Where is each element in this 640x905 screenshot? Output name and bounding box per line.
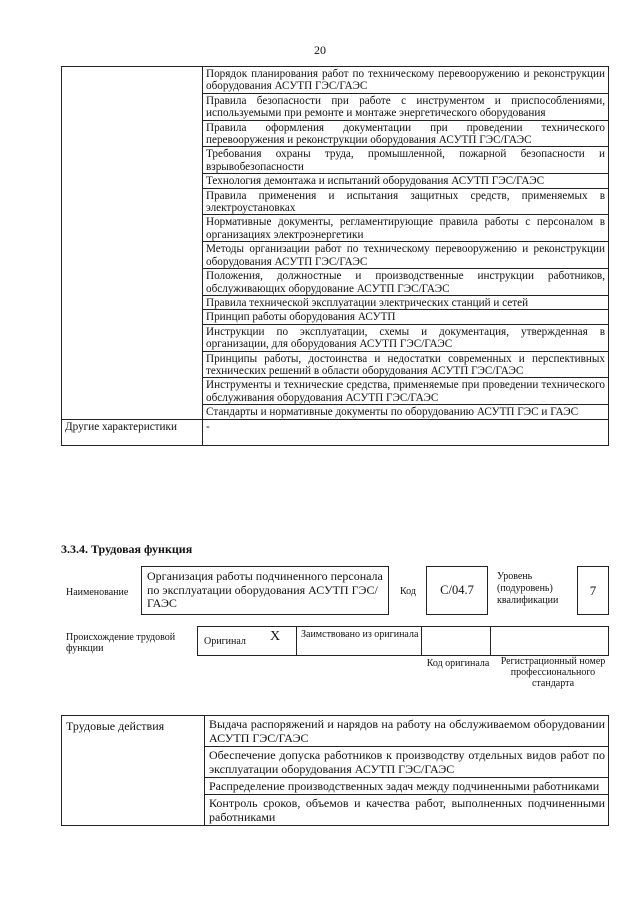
code-label: Код bbox=[400, 586, 416, 597]
section-heading: 3.3.4. Трудовая функция bbox=[61, 542, 193, 556]
table-row bbox=[62, 716, 609, 747]
registration-number-cell bbox=[491, 627, 609, 656]
registration-number-caption: Регистрационный номер профессионального стандарта bbox=[500, 656, 606, 689]
knowledge-label-cell bbox=[62, 67, 203, 420]
original-code-caption: Код оригинала bbox=[426, 658, 490, 669]
knowledge-item: Положения, должностные и производственные инструкции работников, обслуживающих оборудование АСУТП ГЭС/ГАЭС bbox=[203, 269, 609, 296]
labor-action-item: Обеспечение допуска работников к производству отдельных видов работ по эксплуатации оборудования АСУТП ГЭС/ГАЭС bbox=[205, 747, 609, 778]
original-label: Оригинал bbox=[204, 636, 246, 647]
knowledge-item: Требования охраны труда, промышленной, пожарной безопасности и взрывобезопасности bbox=[203, 147, 609, 174]
qualification-level-field: 7 bbox=[577, 566, 609, 615]
knowledge-item: Правила технической эксплуатации электрических станций и сетей bbox=[203, 295, 609, 309]
function-name-field: Организация работы подчиненного персонала по эксплуатации оборудования АСУТП ГЭС/ГАЭС bbox=[141, 566, 389, 615]
original-mark: X bbox=[270, 629, 281, 644]
required-knowledge-table bbox=[61, 66, 609, 446]
knowledge-item: Принципы работы, достоинства и недостатки современных и перспективных технических решений в области оборудования АСУТП ГЭС/ГАЭС bbox=[203, 351, 609, 378]
original-code-cell bbox=[422, 627, 491, 656]
qualification-level-label: Уровень (подуровень) квалификации bbox=[497, 571, 559, 606]
page-number: 20 bbox=[314, 43, 326, 57]
other-characteristics-label: Другие характеристики bbox=[62, 419, 203, 445]
table-row bbox=[62, 419, 609, 445]
knowledge-item: Методы организации работ по техническому перевооружению и реконструкции оборудования АСУТП ГЭС/ГАЭС bbox=[203, 242, 609, 269]
original-cell bbox=[198, 627, 297, 656]
knowledge-item: Правила оформления документации при проведении технического перевооружения и реконструкции оборудования АСУТП ГЭС/ГАЭС bbox=[203, 120, 609, 147]
origin-table bbox=[197, 626, 609, 656]
knowledge-item: Инструкции по эксплуатации, схемы и документация, утвержденная в организации, для оборудования АСУТП ГЭС/ГАЭС bbox=[203, 324, 609, 351]
knowledge-item: Порядок планирования работ по техническому перевооружению и реконструкции оборудования АСУТП ГЭС/ГАЭС bbox=[203, 67, 609, 94]
borrowed-label: Заимствовано из оригинала bbox=[301, 629, 419, 640]
function-code-field: C/04.7 bbox=[426, 566, 488, 615]
knowledge-item: Нормативные документы, регламентирующие правила работы с персоналом в организациях электроэнергетики bbox=[203, 215, 609, 242]
borrowed-cell bbox=[297, 627, 422, 656]
labor-action-item: Выдача распоряжений и нарядов на работу на обслуживаемом оборудовании АСУТП ГЭС/ГАЭС bbox=[205, 716, 609, 747]
labor-action-item: Распределение производственных задач между подчиненными работниками bbox=[205, 778, 609, 795]
knowledge-item: Инструменты и технические средства, применяемые при проведении технического обслуживания оборудования АСУТП ГЭС/ГАЭС bbox=[203, 378, 609, 405]
labor-action-item: Контроль сроков, объемов и качества работ, выполненных подчиненными работниками bbox=[205, 795, 609, 826]
knowledge-item: Принцип работы оборудования АСУТП bbox=[203, 310, 609, 324]
labor-actions-table bbox=[61, 715, 609, 826]
origin-label: Происхождение трудовой функции bbox=[66, 632, 176, 654]
knowledge-item: Стандарты и нормативные документы по оборудованию АСУТП ГЭС и ГАЭС bbox=[203, 405, 609, 419]
knowledge-item: Правила безопасности при работе с инструментом и приспособлениями, используемыми при ремонте и монтаже энергетического оборудования bbox=[203, 93, 609, 120]
knowledge-item: Технология демонтажа и испытаний оборудования АСУТП ГЭС/ГАЭС bbox=[203, 174, 609, 188]
table-row bbox=[62, 67, 609, 94]
knowledge-item: Правила применения и испытания защитных средств, применяемых в электроустановках bbox=[203, 188, 609, 215]
labor-actions-label: Трудовые действия bbox=[62, 716, 205, 826]
other-characteristics-value: - bbox=[203, 419, 609, 445]
name-label: Наименование bbox=[66, 587, 129, 598]
